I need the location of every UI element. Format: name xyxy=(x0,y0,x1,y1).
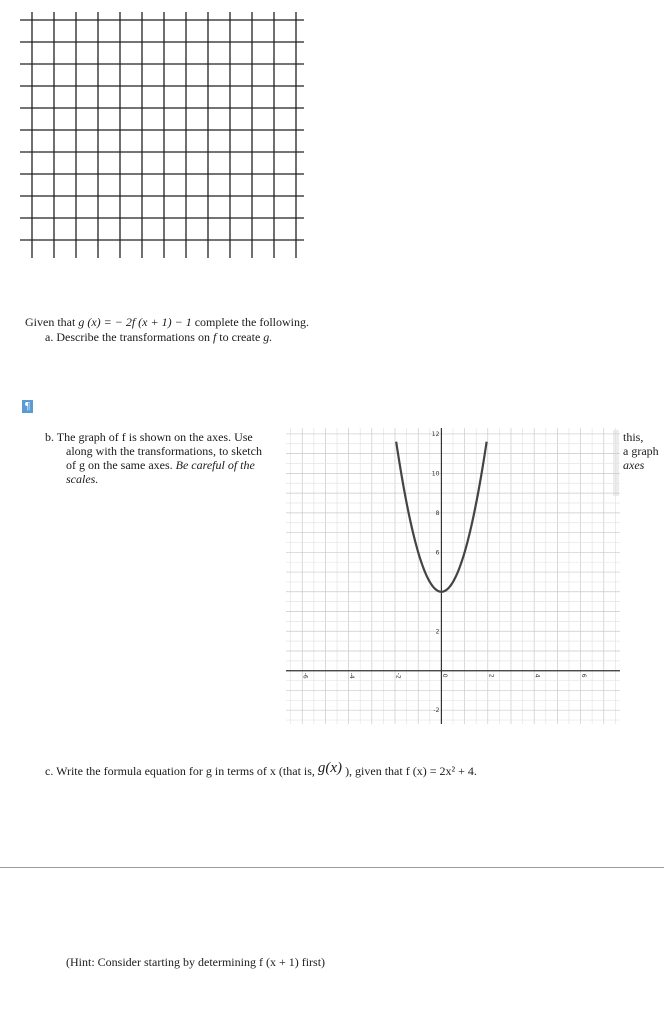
pilcrow-marker[interactable]: ¶ xyxy=(22,400,33,413)
part-b-line1 xyxy=(45,430,262,444)
intro-equation: g (x) = − 2f (x + 1) − 1 xyxy=(78,315,192,329)
part-b xyxy=(45,430,262,486)
x-tick-label: -6 xyxy=(301,672,309,679)
intro-given: Given that xyxy=(25,315,76,329)
overflow-line2: a graph xyxy=(623,444,659,458)
part-b-line4: scales. xyxy=(66,472,99,486)
part-c-letter: c. xyxy=(45,764,54,778)
intro-line xyxy=(25,315,309,329)
x-tick-label: 0 xyxy=(440,673,448,678)
overflow-line1: this, xyxy=(623,430,644,444)
part-b-overflow xyxy=(623,430,659,472)
x-tick-label: 6 xyxy=(580,673,588,678)
part-b-line2: along with the transformations, to sketch xyxy=(66,444,262,458)
page-break-rule xyxy=(0,867,664,868)
part-b-line3-italic: Be careful of the xyxy=(175,458,255,472)
x-tick-label: 2 xyxy=(487,673,495,678)
part-a xyxy=(45,330,272,344)
x-tick-label: 4 xyxy=(533,673,541,678)
y-tick-label: 12 xyxy=(431,430,440,438)
intro-tail: complete the following. xyxy=(194,315,310,329)
part-b-letter: b. xyxy=(45,430,54,444)
part-a-f: f xyxy=(212,330,217,344)
y-tick-label: 10 xyxy=(431,470,440,478)
y-tick-label: 8 xyxy=(435,509,440,517)
y-tick-label: 6 xyxy=(435,549,440,557)
part-c-given: ), given that f (x) = 2x² + 4. xyxy=(345,764,477,778)
blank-grid-paper xyxy=(20,12,304,258)
part-b-line3 xyxy=(45,458,262,472)
overflow-line3: axes xyxy=(623,458,645,472)
x-tick-label: -4 xyxy=(348,672,356,679)
part-c-text: Write the formula equation for g in terms of x (that is, xyxy=(56,764,315,778)
y-tick-label: -2 xyxy=(433,707,440,715)
hint-text: (Hint: Consider starting by determining f (x + 1) first) xyxy=(66,955,326,969)
part-a-letter: a. xyxy=(45,330,54,344)
graph-of-f xyxy=(286,428,620,724)
part-c xyxy=(45,760,477,778)
y-tick-label: 2 xyxy=(435,628,440,636)
x-tick-label: -2 xyxy=(394,672,402,679)
part-a-g: g. xyxy=(263,330,273,344)
part-b-line1-text: The graph of f is shown on the axes. Use xyxy=(56,430,253,444)
part-a-text-before: Describe the transformations on xyxy=(56,330,210,344)
graph-gridlines xyxy=(286,428,620,724)
part-c-gx: g(x) xyxy=(317,760,343,776)
part-a-text-after: to create xyxy=(219,330,261,344)
part-b-line3-plain: of g on the same axes. xyxy=(66,458,173,472)
